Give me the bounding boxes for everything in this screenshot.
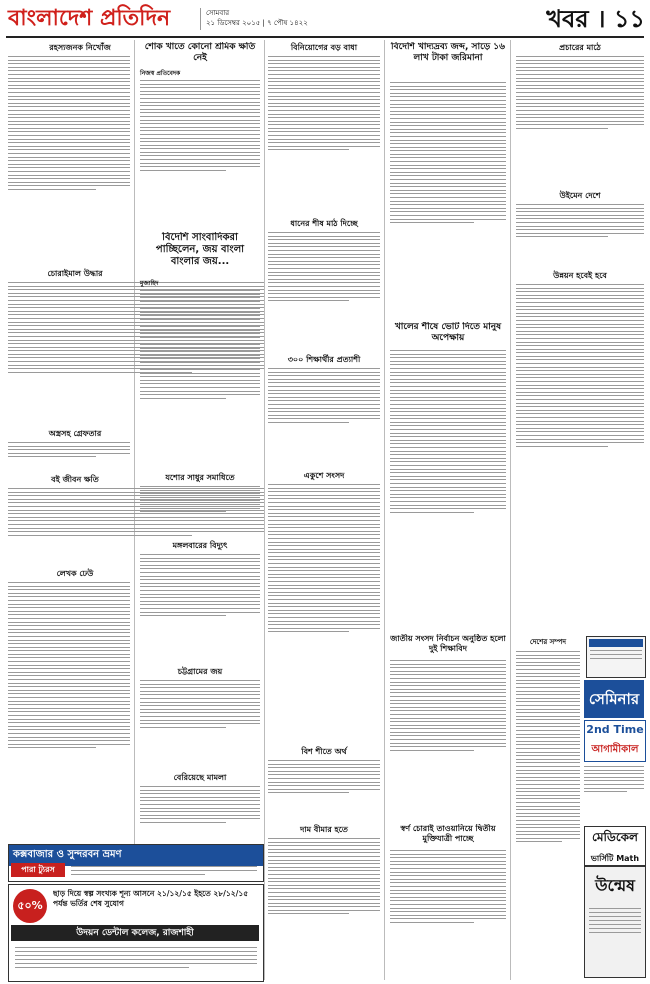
masthead-rule xyxy=(6,36,644,38)
col3-headline-5: বিশ শীতে অর্থ xyxy=(301,747,347,756)
col2-headline-5: চট্টগ্রামের জয় xyxy=(177,667,223,676)
col3-article-3 xyxy=(268,366,380,466)
travel-ad-details xyxy=(71,864,257,878)
col3-headline-6: দাম বীমার হতে xyxy=(300,825,348,834)
col5-article-3 xyxy=(516,282,644,572)
col2-headline-6: বেরিয়েছে মামলা xyxy=(173,773,227,782)
agamikal-label: আগামীকাল xyxy=(591,744,639,755)
col1-article-3 xyxy=(8,440,130,470)
col3-article-6 xyxy=(268,836,380,976)
small-ad-box xyxy=(586,636,646,678)
col1-headline-3: অস্ত্রসহ গ্রেফতার xyxy=(48,429,102,438)
medical-ad xyxy=(584,826,646,866)
col2-headline-3: যশোর সাধুর সমাধিতে xyxy=(165,473,235,482)
discount-badge: ৫০% xyxy=(13,889,47,923)
col2-headline-4: মঙ্গলবারের বিদ্যুৎ xyxy=(172,541,228,550)
dental-college-ad xyxy=(8,884,264,982)
dental-ad-details xyxy=(15,945,257,971)
col2-byline-2: মুজাহিদ xyxy=(140,280,159,287)
col5-headline-4: দেশের সম্পদ xyxy=(529,638,567,646)
col2-byline-1: নিজস্ব প্রতিবেদক xyxy=(140,70,181,77)
col-rule xyxy=(134,40,135,860)
col4-article-3 xyxy=(390,658,506,818)
col1-article-1 xyxy=(8,54,130,264)
medical-label: মেডিকেল xyxy=(592,830,638,844)
masthead-date-line: ২১ ডিসেম্বর ২০১৫ | ৭ পৌষ ১৪২২ xyxy=(206,19,308,27)
seminar-ad-body xyxy=(584,720,646,762)
col2-article-5 xyxy=(140,678,260,768)
col2-headline-1: শোক খাতে কোনো শ্রমিক ক্ষতি নেই xyxy=(144,42,256,63)
col4-article-4 xyxy=(390,848,506,978)
col3-headline-1: বিনিয়োগের বড় বাধা xyxy=(290,43,358,52)
seminar-ad-title xyxy=(584,680,644,718)
col5-headline-3: উন্নয়ন হবেই হবে xyxy=(553,271,607,280)
col-rule xyxy=(510,40,511,980)
col4-headline-3: জাতীয় সংসদ নির্বাচন অনুষ্ঠিত হলো দুই শিক্ষাবিদ xyxy=(390,634,506,653)
varsity-label: ভার্সিটি Math xyxy=(590,854,640,863)
travel-ad xyxy=(8,844,264,882)
seminar-label: সেমিনার xyxy=(588,690,640,708)
dental-offer-text: ছাড় দিয়ে স্বল্প সংখ্যক শূন্য আসনে ২১/১২/১৫ ইহতে ২৮/১২/১৫ পর্যন্ত ভর্তির শেষ সুযোগ xyxy=(53,889,249,908)
col3-article-5 xyxy=(268,758,380,820)
second-time-label: 2nd Time xyxy=(586,723,644,736)
col4-article-2 xyxy=(390,348,506,628)
travel-ad-title: কক্সবাজার ও সুন্দরবন ভ্রমণ xyxy=(9,845,263,866)
col3-headline-2: ধানের শীষ মাঠ দিচ্ছে xyxy=(290,219,358,228)
col2-headline-2: বিদেশি সাংবাদিকরা পাচ্ছিলেন, জয় বাংলা বাংলার জয়... xyxy=(155,232,245,267)
col5-article-4 xyxy=(516,636,580,976)
masthead-divider xyxy=(200,8,201,30)
col4-headline-4: স্বর্ণ চোরাই তাওয়ানিয়ে দ্বিতীয় মুক্তিযাত্রী পাচ্ছে xyxy=(400,824,496,843)
masthead-day: সোমবার xyxy=(206,9,230,17)
col4-article-1 xyxy=(390,80,506,316)
masthead-date xyxy=(206,8,446,28)
col3-article-1 xyxy=(268,54,380,214)
col2-article-3 xyxy=(140,484,260,534)
col4-headline-2: খালের শীষে ভোট দিতে মানুষ অপেক্ষায় xyxy=(394,322,502,343)
dental-college-name: উদয়ন ডেন্টাল কলেজ, রাজশাহী xyxy=(11,925,259,941)
col-rule xyxy=(264,40,265,980)
col1-headline-2: চোরাইমাল উদ্ধার xyxy=(47,269,103,278)
seminar-ad-details xyxy=(584,764,644,824)
col2-article-1 xyxy=(140,78,260,228)
col5-headline-1: প্রচারের মাঠে xyxy=(559,43,601,52)
col1-article-5 xyxy=(8,580,130,842)
col1-headline-1: রহস্যজনক নিখোঁজ xyxy=(49,43,111,52)
col1-headline-5: লেখক ঢেউ xyxy=(56,569,94,578)
col1-headline-4: বই জীবন ক্ষতি xyxy=(51,475,99,484)
unmesh-label: উন্মেষ xyxy=(595,876,635,895)
col2-article-4 xyxy=(140,552,260,662)
col-rule xyxy=(384,40,385,980)
col3-headline-3: ৩০০ শিক্ষার্থীর প্রত্যাশী xyxy=(287,355,361,364)
col5-headline-2: উইমেন দেশে xyxy=(559,191,601,200)
col3-article-2 xyxy=(268,230,380,350)
unmesh-ad xyxy=(584,866,646,978)
col5-article-1 xyxy=(516,54,644,184)
col3-article-4 xyxy=(268,482,380,742)
page-section: খবর । ১১ xyxy=(546,5,645,33)
col2-article-2 xyxy=(140,288,260,468)
col3-headline-4: একুশে সংসদ xyxy=(303,471,345,480)
col5-article-2 xyxy=(516,202,644,266)
travel-company: পারা ট্যুরস xyxy=(11,863,65,877)
col4-headline-1: বিদেশি খাদ্যদ্রব্য জব্দ, সাড়ে ১৬ লাখ টাকা জরিমানা xyxy=(391,42,505,63)
newspaper-title: বাংলাদেশ প্রতিদিন xyxy=(8,6,171,31)
